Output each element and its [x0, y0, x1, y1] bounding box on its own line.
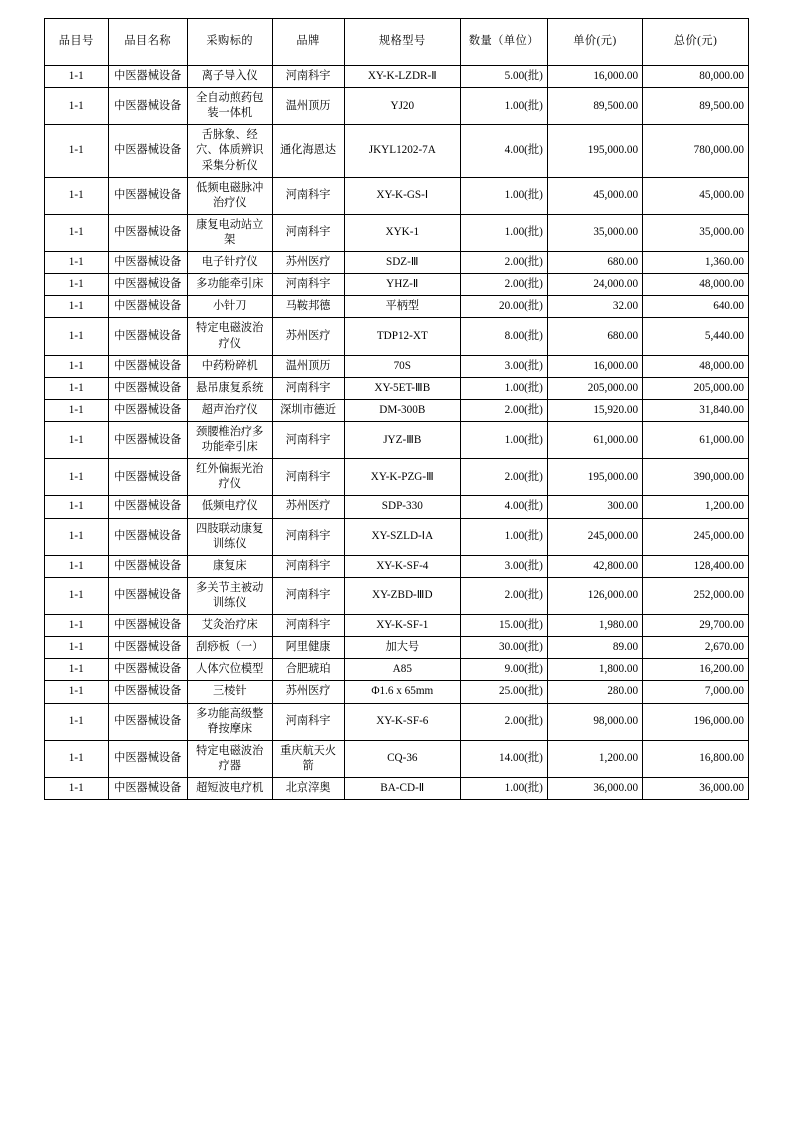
cell-brand: 河南科宇	[272, 274, 344, 296]
cell-item-name: 中医器械设备	[108, 740, 187, 777]
cell-unit-price: 1,200.00	[547, 740, 642, 777]
column-header-procurement-target: 采购标的	[187, 19, 272, 66]
table-row	[45, 318, 749, 355]
cell-model: Φ1.6 x 65mm	[344, 681, 460, 703]
cell-procurement-target: 多功能高级整脊按摩床	[187, 703, 272, 740]
cell-model: TDP12-XT	[344, 318, 460, 355]
cell-item-no: 1-1	[45, 496, 109, 518]
cell-procurement-target: 康复电动站立架	[187, 214, 272, 251]
cell-total-price: 205,000.00	[643, 377, 749, 399]
cell-procurement-target: 超声治疗仪	[187, 399, 272, 421]
cell-item-no: 1-1	[45, 296, 109, 318]
cell-procurement-target: 低频电磁脉冲治疗仪	[187, 177, 272, 214]
cell-item-name: 中医器械设备	[108, 88, 187, 125]
cell-unit-price: 15,920.00	[547, 399, 642, 421]
cell-total-price: 16,200.00	[643, 659, 749, 681]
cell-unit-price: 126,000.00	[547, 577, 642, 614]
cell-brand: 北京滓奥	[272, 777, 344, 799]
cell-model: JKYL1202-7A	[344, 125, 460, 177]
cell-item-name: 中医器械设备	[108, 125, 187, 177]
cell-brand: 温州顶历	[272, 88, 344, 125]
cell-item-name: 中医器械设备	[108, 577, 187, 614]
cell-quantity: 1.00(批)	[461, 777, 548, 799]
table-row	[45, 496, 749, 518]
cell-quantity: 25.00(批)	[461, 681, 548, 703]
cell-model: SDZ-Ⅲ	[344, 252, 460, 274]
table-row	[45, 637, 749, 659]
cell-brand: 合肥琥珀	[272, 659, 344, 681]
cell-quantity: 2.00(批)	[461, 459, 548, 496]
cell-item-name: 中医器械设备	[108, 777, 187, 799]
cell-model: XY-K-PZG-Ⅲ	[344, 459, 460, 496]
cell-total-price: 7,000.00	[643, 681, 749, 703]
cell-model: 70S	[344, 355, 460, 377]
cell-quantity: 1.00(批)	[461, 377, 548, 399]
cell-unit-price: 36,000.00	[547, 777, 642, 799]
cell-total-price: 390,000.00	[643, 459, 749, 496]
cell-procurement-target: 刮痧板（一）	[187, 637, 272, 659]
table-row	[45, 177, 749, 214]
cell-model: YHZ-Ⅱ	[344, 274, 460, 296]
cell-model: JYZ-ⅢB	[344, 421, 460, 458]
cell-procurement-target: 人体穴位模型	[187, 659, 272, 681]
table-header	[45, 19, 749, 66]
procurement-table	[44, 18, 749, 800]
cell-procurement-target: 特定电磁波治疗器	[187, 740, 272, 777]
cell-item-no: 1-1	[45, 177, 109, 214]
cell-quantity: 20.00(批)	[461, 296, 548, 318]
cell-unit-price: 89,500.00	[547, 88, 642, 125]
cell-item-name: 中医器械设备	[108, 274, 187, 296]
cell-item-no: 1-1	[45, 214, 109, 251]
table-row	[45, 777, 749, 799]
table-row	[45, 355, 749, 377]
cell-unit-price: 16,000.00	[547, 66, 642, 88]
cell-item-name: 中医器械设备	[108, 377, 187, 399]
cell-procurement-target: 康复床	[187, 555, 272, 577]
cell-brand: 河南科宇	[272, 518, 344, 555]
table-row	[45, 66, 749, 88]
cell-item-no: 1-1	[45, 421, 109, 458]
cell-brand: 苏州医疗	[272, 318, 344, 355]
cell-total-price: 36,000.00	[643, 777, 749, 799]
cell-quantity: 5.00(批)	[461, 66, 548, 88]
cell-total-price: 89,500.00	[643, 88, 749, 125]
cell-total-price: 5,440.00	[643, 318, 749, 355]
column-header-brand: 品牌	[272, 19, 344, 66]
cell-unit-price: 680.00	[547, 252, 642, 274]
cell-procurement-target: 全自动煎药包装一体机	[187, 88, 272, 125]
cell-model: XY-K-SF-1	[344, 615, 460, 637]
cell-total-price: 252,000.00	[643, 577, 749, 614]
cell-quantity: 9.00(批)	[461, 659, 548, 681]
table-row	[45, 615, 749, 637]
cell-total-price: 196,000.00	[643, 703, 749, 740]
cell-item-no: 1-1	[45, 318, 109, 355]
cell-item-no: 1-1	[45, 459, 109, 496]
column-header-quantity: 数量（单位）	[461, 19, 548, 66]
cell-brand: 河南科宇	[272, 555, 344, 577]
cell-quantity: 4.00(批)	[461, 125, 548, 177]
table-row	[45, 252, 749, 274]
cell-unit-price: 245,000.00	[547, 518, 642, 555]
cell-unit-price: 89.00	[547, 637, 642, 659]
cell-procurement-target: 四肢联动康复训练仪	[187, 518, 272, 555]
cell-total-price: 640.00	[643, 296, 749, 318]
cell-unit-price: 680.00	[547, 318, 642, 355]
cell-model: XY-K-LZDR-Ⅱ	[344, 66, 460, 88]
cell-model: 加大号	[344, 637, 460, 659]
cell-procurement-target: 小针刀	[187, 296, 272, 318]
cell-item-name: 中医器械设备	[108, 637, 187, 659]
cell-item-name: 中医器械设备	[108, 399, 187, 421]
cell-brand: 河南科宇	[272, 377, 344, 399]
cell-item-no: 1-1	[45, 577, 109, 614]
cell-total-price: 2,670.00	[643, 637, 749, 659]
cell-item-name: 中医器械设备	[108, 555, 187, 577]
cell-procurement-target: 悬吊康复系统	[187, 377, 272, 399]
cell-brand: 河南科宇	[272, 177, 344, 214]
cell-brand: 河南科宇	[272, 577, 344, 614]
cell-unit-price: 24,000.00	[547, 274, 642, 296]
cell-unit-price: 35,000.00	[547, 214, 642, 251]
cell-item-no: 1-1	[45, 355, 109, 377]
cell-unit-price: 195,000.00	[547, 459, 642, 496]
cell-unit-price: 300.00	[547, 496, 642, 518]
cell-procurement-target: 特定电磁波治疗仪	[187, 318, 272, 355]
cell-item-name: 中医器械设备	[108, 681, 187, 703]
cell-model: A85	[344, 659, 460, 681]
cell-unit-price: 280.00	[547, 681, 642, 703]
cell-model: XY-5ET-ⅢB	[344, 377, 460, 399]
cell-item-name: 中医器械设备	[108, 318, 187, 355]
cell-item-name: 中医器械设备	[108, 355, 187, 377]
cell-item-no: 1-1	[45, 377, 109, 399]
cell-quantity: 1.00(批)	[461, 88, 548, 125]
cell-item-name: 中医器械设备	[108, 703, 187, 740]
table-row	[45, 125, 749, 177]
cell-quantity: 8.00(批)	[461, 318, 548, 355]
cell-quantity: 2.00(批)	[461, 703, 548, 740]
cell-item-name: 中医器械设备	[108, 252, 187, 274]
column-header-unit-price: 单价(元)	[547, 19, 642, 66]
cell-model: DM-300B	[344, 399, 460, 421]
cell-quantity: 14.00(批)	[461, 740, 548, 777]
table-body	[45, 66, 749, 800]
cell-model: 平柄型	[344, 296, 460, 318]
cell-unit-price: 205,000.00	[547, 377, 642, 399]
table-row	[45, 577, 749, 614]
cell-item-name: 中医器械设备	[108, 496, 187, 518]
table-row	[45, 274, 749, 296]
cell-unit-price: 16,000.00	[547, 355, 642, 377]
cell-item-no: 1-1	[45, 703, 109, 740]
cell-item-no: 1-1	[45, 88, 109, 125]
cell-item-no: 1-1	[45, 66, 109, 88]
cell-item-no: 1-1	[45, 399, 109, 421]
cell-brand: 苏州医疗	[272, 252, 344, 274]
cell-item-no: 1-1	[45, 615, 109, 637]
cell-quantity: 2.00(批)	[461, 577, 548, 614]
cell-item-name: 中医器械设备	[108, 518, 187, 555]
table-row	[45, 740, 749, 777]
table-header-row	[45, 19, 749, 66]
cell-item-name: 中医器械设备	[108, 214, 187, 251]
cell-item-no: 1-1	[45, 777, 109, 799]
cell-procurement-target: 舌脉象、经穴、体质辨识采集分析仪	[187, 125, 272, 177]
cell-model: BA-CD-Ⅱ	[344, 777, 460, 799]
table-row	[45, 681, 749, 703]
cell-quantity: 4.00(批)	[461, 496, 548, 518]
cell-quantity: 3.00(批)	[461, 355, 548, 377]
cell-item-name: 中医器械设备	[108, 615, 187, 637]
cell-brand: 重庆航天火箭	[272, 740, 344, 777]
cell-quantity: 3.00(批)	[461, 555, 548, 577]
cell-item-name: 中医器械设备	[108, 421, 187, 458]
cell-procurement-target: 红外偏振光治疗仪	[187, 459, 272, 496]
column-header-total-price: 总价(元)	[643, 19, 749, 66]
cell-procurement-target: 多关节主被动训练仪	[187, 577, 272, 614]
cell-unit-price: 61,000.00	[547, 421, 642, 458]
cell-total-price: 780,000.00	[643, 125, 749, 177]
cell-item-no: 1-1	[45, 637, 109, 659]
cell-procurement-target: 艾灸治疗床	[187, 615, 272, 637]
cell-item-no: 1-1	[45, 681, 109, 703]
cell-model: SDP-330	[344, 496, 460, 518]
cell-item-name: 中医器械设备	[108, 459, 187, 496]
cell-total-price: 48,000.00	[643, 274, 749, 296]
cell-model: XY-K-SF-6	[344, 703, 460, 740]
cell-procurement-target: 多功能牵引床	[187, 274, 272, 296]
cell-item-no: 1-1	[45, 518, 109, 555]
cell-unit-price: 42,800.00	[547, 555, 642, 577]
cell-procurement-target: 颈腰椎治疗多功能牵引床	[187, 421, 272, 458]
cell-item-no: 1-1	[45, 555, 109, 577]
cell-quantity: 2.00(批)	[461, 252, 548, 274]
table-row	[45, 296, 749, 318]
table-row	[45, 88, 749, 125]
cell-unit-price: 32.00	[547, 296, 642, 318]
table-row	[45, 518, 749, 555]
cell-item-name: 中医器械设备	[108, 177, 187, 214]
cell-total-price: 29,700.00	[643, 615, 749, 637]
cell-model: XY-SZLD-ⅠA	[344, 518, 460, 555]
cell-item-name: 中医器械设备	[108, 296, 187, 318]
cell-brand: 深圳市德近	[272, 399, 344, 421]
cell-quantity: 15.00(批)	[461, 615, 548, 637]
cell-total-price: 1,360.00	[643, 252, 749, 274]
table-row	[45, 555, 749, 577]
cell-total-price: 1,200.00	[643, 496, 749, 518]
cell-quantity: 2.00(批)	[461, 399, 548, 421]
cell-total-price: 128,400.00	[643, 555, 749, 577]
cell-unit-price: 1,800.00	[547, 659, 642, 681]
table-row	[45, 421, 749, 458]
cell-quantity: 1.00(批)	[461, 214, 548, 251]
cell-brand: 通化海恩达	[272, 125, 344, 177]
table-row	[45, 399, 749, 421]
cell-quantity: 1.00(批)	[461, 518, 548, 555]
cell-model: YJ20	[344, 88, 460, 125]
cell-model: XY-ZBD-ⅢD	[344, 577, 460, 614]
cell-item-name: 中医器械设备	[108, 66, 187, 88]
table-row	[45, 214, 749, 251]
cell-procurement-target: 中药粉碎机	[187, 355, 272, 377]
cell-unit-price: 195,000.00	[547, 125, 642, 177]
column-header-item-name: 品目名称	[108, 19, 187, 66]
cell-unit-price: 98,000.00	[547, 703, 642, 740]
cell-item-no: 1-1	[45, 252, 109, 274]
cell-procurement-target: 电子针疗仪	[187, 252, 272, 274]
cell-brand: 河南科宇	[272, 703, 344, 740]
cell-brand: 阿里健康	[272, 637, 344, 659]
cell-quantity: 1.00(批)	[461, 177, 548, 214]
cell-total-price: 35,000.00	[643, 214, 749, 251]
table-row	[45, 703, 749, 740]
cell-item-no: 1-1	[45, 274, 109, 296]
cell-model: XY-K-GS-Ⅰ	[344, 177, 460, 214]
cell-brand: 马鞍邦德	[272, 296, 344, 318]
cell-procurement-target: 低频电疗仪	[187, 496, 272, 518]
table-row	[45, 659, 749, 681]
cell-model: XYK-1	[344, 214, 460, 251]
cell-total-price: 80,000.00	[643, 66, 749, 88]
cell-brand: 河南科宇	[272, 66, 344, 88]
cell-brand: 河南科宇	[272, 615, 344, 637]
column-header-model: 规格型号	[344, 19, 460, 66]
cell-brand: 温州顶历	[272, 355, 344, 377]
cell-total-price: 31,840.00	[643, 399, 749, 421]
cell-brand: 河南科宇	[272, 459, 344, 496]
cell-total-price: 61,000.00	[643, 421, 749, 458]
cell-item-no: 1-1	[45, 125, 109, 177]
cell-model: XY-K-SF-4	[344, 555, 460, 577]
cell-procurement-target: 超短波电疗机	[187, 777, 272, 799]
cell-procurement-target: 三棱针	[187, 681, 272, 703]
cell-item-no: 1-1	[45, 659, 109, 681]
cell-item-no: 1-1	[45, 740, 109, 777]
cell-brand: 苏州医疗	[272, 681, 344, 703]
cell-total-price: 45,000.00	[643, 177, 749, 214]
cell-unit-price: 45,000.00	[547, 177, 642, 214]
cell-procurement-target: 离子导入仪	[187, 66, 272, 88]
cell-total-price: 245,000.00	[643, 518, 749, 555]
column-header-item-no: 品目号	[45, 19, 109, 66]
cell-quantity: 30.00(批)	[461, 637, 548, 659]
cell-brand: 河南科宇	[272, 421, 344, 458]
cell-brand: 河南科宇	[272, 214, 344, 251]
table-row	[45, 459, 749, 496]
cell-quantity: 1.00(批)	[461, 421, 548, 458]
cell-item-name: 中医器械设备	[108, 659, 187, 681]
table-row	[45, 377, 749, 399]
cell-quantity: 2.00(批)	[461, 274, 548, 296]
cell-brand: 苏州医疗	[272, 496, 344, 518]
cell-unit-price: 1,980.00	[547, 615, 642, 637]
cell-total-price: 16,800.00	[643, 740, 749, 777]
cell-model: CQ-36	[344, 740, 460, 777]
cell-total-price: 48,000.00	[643, 355, 749, 377]
